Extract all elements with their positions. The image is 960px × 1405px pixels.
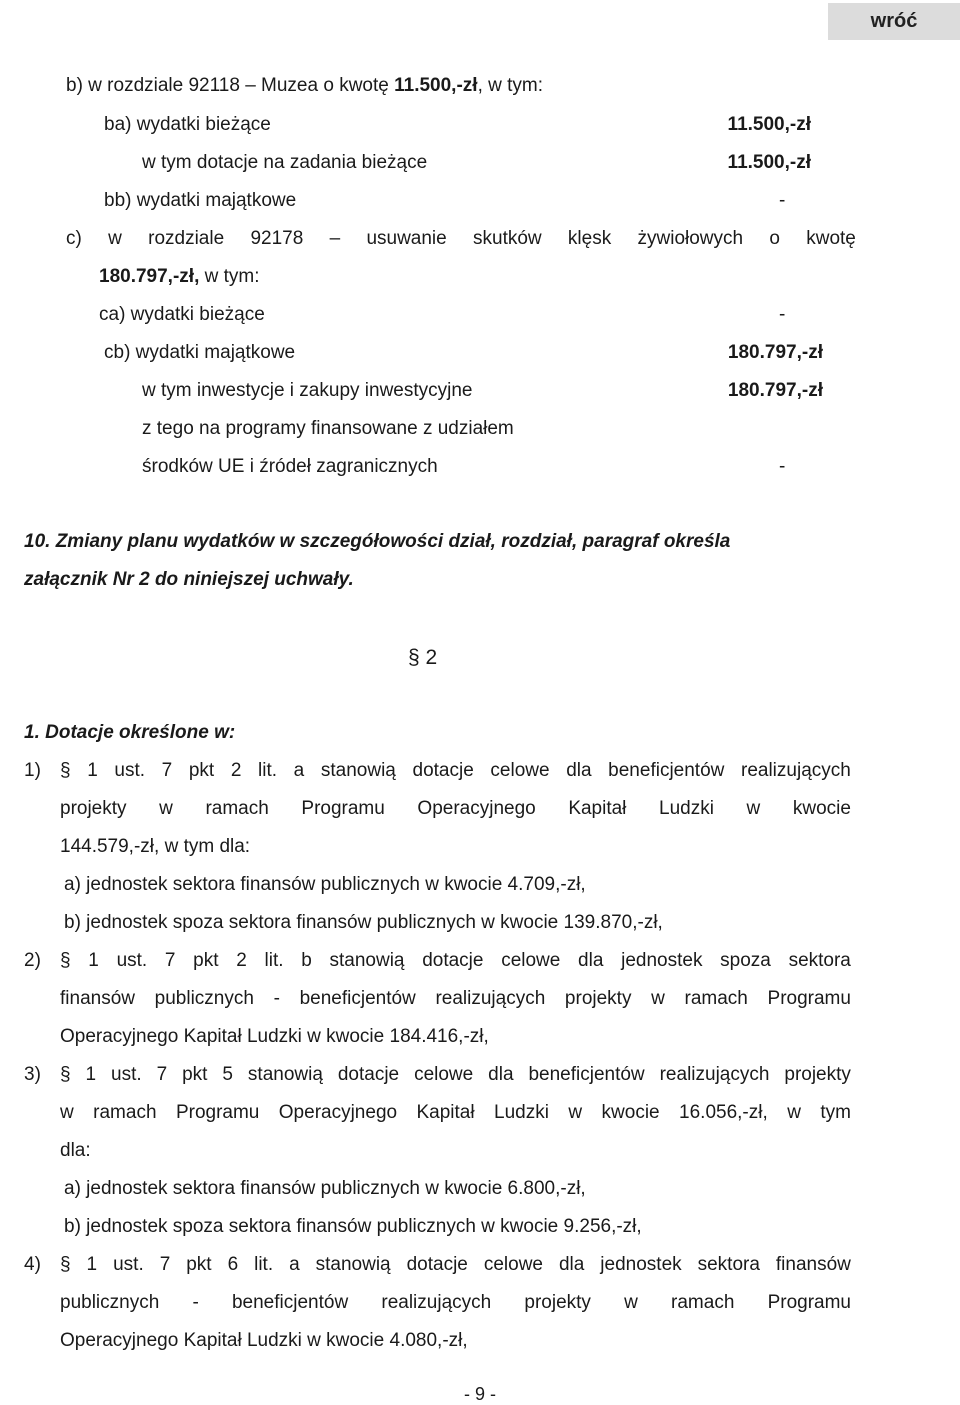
section-c-heading: c) w rozdziale 92178 – usuwanie skutków klęsk żywiołowych o kwotę: [66, 228, 856, 249]
item3-line1: § 1 ust. 7 pkt 5 stanowią dotacje celowe dla beneficjentów realizujących projekty: [60, 1064, 851, 1085]
section-ca-label: ca) wydatki bieżące: [99, 304, 265, 325]
page-number: - 9 -: [463, 1384, 496, 1404]
item3-sub-a: a) jednostek sektora finansów publicznych w kwocie 6.800,-zł,: [64, 1178, 586, 1199]
section-symbol: §: [408, 646, 420, 669]
section-ca-amount: -: [779, 304, 786, 325]
section-ue-amount: -: [779, 456, 786, 477]
item3-line3: dla:: [60, 1140, 91, 1161]
item4-number: 4): [24, 1254, 41, 1275]
item4-line2: publicznych - beneficjentów realizujących projekty w ramach Programu: [60, 1292, 851, 1313]
item2-line2: finansów publicznych - beneficjentów realizujących projekty w ramach Programu: [60, 988, 851, 1009]
section-b-heading: b) w rozdziale 92118 – Muzea o kwotę 11.500,-zł, w tym:: [66, 75, 544, 96]
item1-line3: 144.579,-zł, w tym dla:: [60, 836, 251, 857]
item3-line2: w ramach Programu Operacyjnego Kapitał Ludzki w kwocie 16.056,-zł, w tym: [60, 1102, 851, 1123]
section-ba-label: ba) wydatki bieżące: [104, 114, 271, 135]
section-cb-sub-label: w tym inwestycje i zakupy inwestycyjne: [142, 380, 473, 401]
item4-line1: § 1 ust. 7 pkt 6 lit. a stanowią dotacje celowe dla jednostek sektora finansów: [60, 1254, 851, 1275]
item4-line3: Operacyjnego Kapitał Ludzki w kwocie 4.080,-zł,: [60, 1330, 468, 1351]
point10-line1: 10. Zmiany planu wydatków w szczegółowości dział, rozdział, paragraf określa: [24, 531, 731, 552]
dotacje-heading: 1. Dotacje określone w:: [24, 722, 236, 743]
item2-line1: § 1 ust. 7 pkt 2 lit. b stanowią dotacje celowe dla jednostek spoza sektora: [60, 950, 851, 971]
section-ba-sub-label: w tym dotacje na zadania bieżące: [142, 152, 428, 173]
item3-sub-b: b) jednostek spoza sektora finansów publicznych w kwocie 9.256,-zł,: [64, 1216, 642, 1237]
item2-line3: Operacyjnego Kapitał Ludzki w kwocie 184.416,-zł,: [60, 1026, 489, 1047]
item1-sub-b: b) jednostek spoza sektora finansów publicznych w kwocie 139.870,-zł,: [64, 912, 663, 933]
section-bb-amount: -: [779, 190, 786, 211]
item1-sub-a: a) jednostek sektora finansów publicznych w kwocie 4.709,-zł,: [64, 874, 586, 895]
section-cb-label: cb) wydatki majątkowe: [104, 342, 296, 363]
back-button[interactable]: wróć: [828, 3, 960, 40]
item1-line1: § 1 ust. 7 pkt 2 lit. a stanowią dotacje celowe dla beneficjentów realizujących: [60, 760, 851, 781]
section-cb-sub-amount: 180.797,-zł: [727, 380, 823, 401]
item3-number: 3): [24, 1064, 41, 1085]
section-ue-line2: środków UE i źródeł zagranicznych: [142, 456, 438, 477]
section-c-amount-line: 180.797,-zł, w tym:: [99, 266, 260, 287]
section-cb-amount: 180.797,-zł: [727, 342, 823, 363]
item1-line2: projekty w ramach Programu Operacyjnego Kapitał Ludzki w kwocie: [60, 798, 851, 819]
point10-line2: załącznik Nr 2 do niniejszej uchwały.: [24, 569, 354, 590]
section-bb-label: bb) wydatki majątkowe: [104, 190, 297, 211]
item1-number: 1): [24, 760, 41, 781]
item2-number: 2): [24, 950, 41, 971]
section-ue-line1: z tego na programy finansowane z udziałem: [142, 418, 514, 439]
section-ba-sub-amount: 11.500,-zł: [727, 152, 811, 173]
section-ba-amount: 11.500,-zł: [727, 114, 811, 135]
section-mark: § 2: [408, 646, 438, 669]
